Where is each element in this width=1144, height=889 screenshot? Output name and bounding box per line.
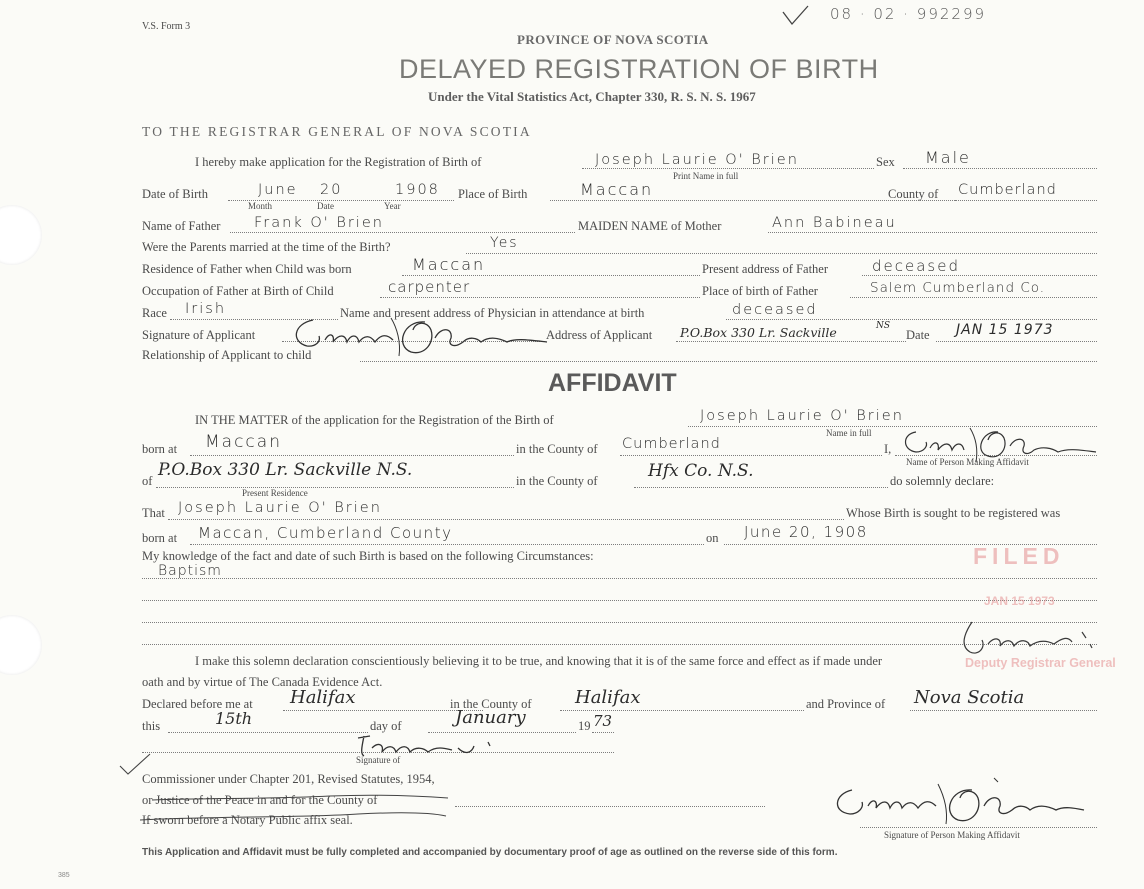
punch-hole <box>0 205 42 265</box>
field-line <box>850 297 1097 298</box>
commissioner-label: Commissioner under Chapter 201, Revised Statutes, 1954, <box>142 772 435 786</box>
month-caption: Month <box>248 201 273 211</box>
born-at-label: born at <box>142 442 178 456</box>
field-line <box>190 455 514 456</box>
sex-label: Sex <box>876 155 895 169</box>
name-caption: Print Name in full <box>673 171 739 181</box>
affidavit-heading: AFFIDAVIT <box>548 369 677 397</box>
registrar-stamp: Deputy Registrar General <box>965 656 1116 670</box>
registrar-signature <box>950 618 1110 662</box>
month-value: January <box>455 707 526 728</box>
this-label: this <box>142 719 161 733</box>
county-value: Cumberland <box>958 182 1057 198</box>
checkmark-icon <box>780 4 810 26</box>
day-value: 15th <box>215 709 253 728</box>
applicant-signature <box>285 312 550 360</box>
declaration-line2: oath and by virtue of The Canada Evidence Act. <box>142 675 383 689</box>
field-line <box>190 544 704 545</box>
relationship-label: Relationship of Applicant to child <box>142 348 312 362</box>
footer-code: 385 <box>58 872 70 879</box>
province-heading: PROVINCE OF NOVA SCOTIA <box>517 32 709 47</box>
form-number: V.S. Form 3 <box>142 21 191 32</box>
registration-number: 08 · 02 · 992299 <box>830 5 987 23</box>
declared-at-value: Halifax <box>290 687 356 708</box>
on-label: on <box>706 531 719 545</box>
affidavit-name-caption: Name in full <box>826 428 872 438</box>
field-line <box>582 168 874 169</box>
strike-through <box>150 790 450 804</box>
county3-value: Halifax <box>575 687 641 708</box>
father-birthplace-label: Place of birth of Father <box>702 284 818 298</box>
field-line <box>380 297 700 298</box>
field-line <box>768 232 1097 233</box>
county2-label: in the County of <box>516 474 598 488</box>
affiant-signature-bottom <box>826 776 1086 826</box>
pob-label: Place of Birth <box>458 187 528 201</box>
field-line <box>156 487 514 488</box>
field-line <box>142 578 1097 579</box>
mother-value: Ann Babineau <box>772 215 897 231</box>
filed-stamp: FILED <box>973 543 1065 569</box>
field-line <box>592 732 614 733</box>
knowledge-label: My knowledge of the fact and date of such Birth is based on the following Circumstances: <box>142 549 594 563</box>
applicant-address-value: P.O.Box 330 Lr. Sackville <box>680 325 837 340</box>
field-line <box>360 361 1097 362</box>
field-line <box>560 710 804 711</box>
that-label: That <box>142 506 165 520</box>
province-value: Nova Scotia <box>914 687 1025 708</box>
county-label: in the County of <box>516 442 598 456</box>
field-line <box>455 806 765 807</box>
field-line <box>936 341 1097 342</box>
field-line <box>168 732 368 733</box>
field-line <box>860 827 1097 828</box>
present-address-label: Present address of Father <box>702 262 829 276</box>
declared-label: Declared before me at <box>142 697 253 711</box>
pob-value: Maccan <box>580 180 654 199</box>
born-at2-value: Maccan, Cumberland County <box>198 524 453 542</box>
field-line <box>142 600 1097 601</box>
declare-label: do solemnly declare: <box>890 474 995 488</box>
strike-through <box>138 806 448 824</box>
field-line <box>466 253 1097 254</box>
of-label: of <box>142 474 153 488</box>
field-line <box>168 519 844 520</box>
father-label: Name of Father <box>142 219 221 233</box>
whose-birth-label: Whose Birth is sought to be registered was <box>846 506 1061 520</box>
signature-person-label: Signature of Person Making Affidavit <box>884 830 1020 840</box>
justice-label: or Justice of the Peace in and for the County of <box>142 793 378 807</box>
field-line <box>726 319 1097 320</box>
filed-stamp-date: JAN 15 1973 <box>984 594 1055 608</box>
form-title: DELAYED REGISTRATION OF BIRTH <box>399 54 879 84</box>
signature-label: Signature of Applicant <box>142 328 256 342</box>
day-label: day of <box>370 719 402 733</box>
field-line <box>862 275 1097 276</box>
born-at-value: Maccan <box>205 432 282 452</box>
dob-month: June <box>258 182 298 198</box>
date-label: Date <box>906 328 930 342</box>
child-name: Joseph Laurie O' Brien <box>595 152 799 168</box>
field-line <box>634 487 888 488</box>
i-label: I, <box>884 442 892 456</box>
field-line <box>955 200 1097 201</box>
application-intro: I hereby make application for the Registration of Birth of <box>195 155 482 169</box>
county-label: County of <box>888 187 939 201</box>
county3-label: in the County of <box>450 697 532 711</box>
circumstance-value: Baptism <box>158 563 222 579</box>
father-value: Frank O' Brien <box>254 215 384 231</box>
affidavit-intro: IN THE MATTER of the application for the Registration of the Birth of <box>195 413 554 427</box>
person-caption: Name of Person Making Affidavit <box>906 457 1029 467</box>
married-value: Yes <box>490 235 519 251</box>
residence-value: P.O.Box 330 Lr. Sackville N.S. <box>158 460 413 480</box>
residence-caption: Present Residence <box>242 488 308 498</box>
dob-date: 20 <box>320 182 343 198</box>
mother-label: MAIDEN NAME of Mother <box>578 219 722 233</box>
physician-label: Name and present address of Physician in attendance at birth <box>340 306 645 320</box>
that-value: Joseph Laurie O' Brien <box>178 500 382 516</box>
date-caption: Date <box>317 201 334 211</box>
notary-label: If sworn before a Notary Public affix seal. <box>142 813 353 827</box>
dob-year: 1908 <box>395 182 440 198</box>
on-value: June 20, 1908 <box>744 523 868 541</box>
born-at2-label: born at <box>142 531 178 545</box>
residence-value: Maccan <box>412 255 486 274</box>
occupation-label: Occupation of Father at Birth of Child <box>142 284 334 298</box>
date-value: JAN 15 1973 <box>956 322 1054 338</box>
residence-label: Residence of Father when Child was born <box>142 262 352 276</box>
addressee-line: TO THE REGISTRAR GENERAL OF NOVA SCOTIA <box>142 124 532 139</box>
year-prefix: 19 <box>578 719 591 733</box>
father-birthplace-value: Salem Cumberland Co. <box>870 280 1046 296</box>
race-value: Irish <box>185 301 227 317</box>
county2-value: Hfx Co. N.S. <box>648 461 754 481</box>
sex-value: Male <box>925 148 971 167</box>
affidavit-name: Joseph Laurie O' Brien <box>700 408 904 424</box>
field-line <box>903 168 1097 169</box>
county-value: Cumberland <box>622 436 721 452</box>
field-line <box>676 341 906 342</box>
footer-note: This Application and Affidavit must be fully completed and accompanied by documentary proof of age as outlined on the reverse side of this form. <box>142 847 838 858</box>
occupation-value: carpenter <box>388 278 471 296</box>
field-line <box>910 710 1097 711</box>
declaration-line1: I make this solemn declaration conscientiously believing it to be true, and knowing that it is of the same force and effect as if made under <box>195 654 883 668</box>
field-line <box>230 232 575 233</box>
province-label: and Province of <box>806 697 886 711</box>
field-line <box>620 455 882 456</box>
dob-label: Date of Birth <box>142 187 208 201</box>
field-line <box>402 275 700 276</box>
year-value: 73 <box>593 712 613 730</box>
form-subtitle: Under the Vital Statistics Act, Chapter 330, R. S. N. S. 1967 <box>428 89 756 104</box>
present-address-value: deceased <box>872 257 960 275</box>
applicant-address-label: Address of Applicant <box>546 328 653 342</box>
physician-value: deceased <box>732 302 818 318</box>
year-caption: Year <box>384 201 401 211</box>
race-label: Race <box>142 306 167 320</box>
signature-of-label: Signature of <box>356 755 401 765</box>
married-label: Were the Parents married at the time of the Birth? <box>142 240 391 254</box>
punch-hole <box>0 615 42 675</box>
applicant-address-suffix: NS <box>876 321 891 331</box>
